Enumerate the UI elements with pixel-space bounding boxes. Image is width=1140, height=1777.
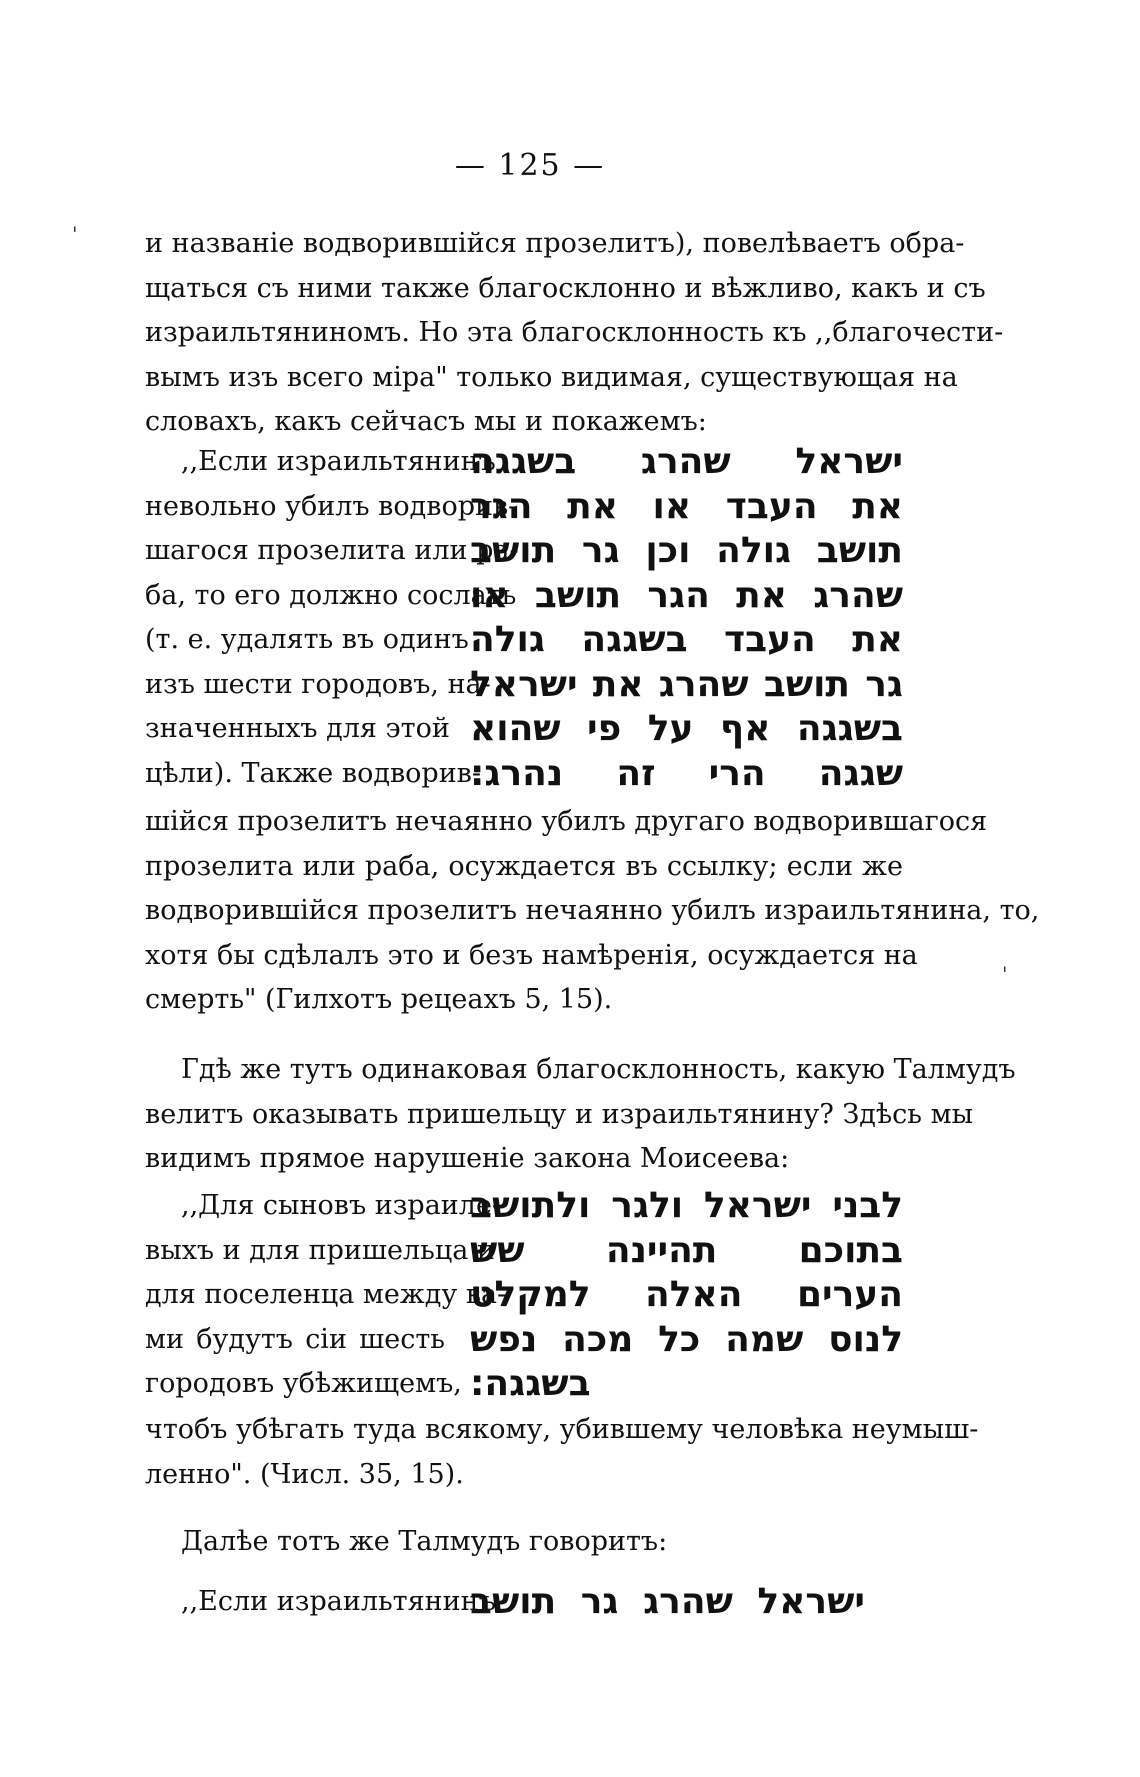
paragraph-2 — [145, 800, 1040, 1023]
hebrew-line: לנוס שמה כל מכה נפש — [470, 1318, 903, 1360]
hebrew-line: את העבד או את הגר — [470, 485, 903, 527]
text-line: ,,Если израильтянинъ — [181, 1586, 496, 1617]
text-line: щаться съ ними также благосклонно и вѣжливо, какъ и съ — [145, 272, 986, 304]
text-line: ,,Если израильтянинъ — [181, 446, 496, 477]
text-line: шагося прозелита или ра- — [145, 535, 519, 566]
quote-1-russian — [145, 440, 519, 796]
text-line: смерть" (Гилхотъ рецеахъ 5, 15). — [145, 984, 613, 1015]
stray-mark: ' — [72, 222, 78, 246]
paragraph-1 — [145, 222, 1004, 445]
quote-2-hebrew — [470, 1184, 903, 1407]
text-line: Далѣе тотъ же Талмудъ говоритъ: — [181, 1526, 668, 1557]
hebrew-line: בתוכם תהיינה שש — [470, 1229, 903, 1271]
text-line: городовъ убѣжищемъ, — [145, 1368, 462, 1399]
text-line: ба, то его должно сослать — [145, 579, 517, 611]
text-line: вымъ изъ всего міра" только видимая, существующая на — [145, 361, 958, 393]
text-line: для поселенца между ва- — [145, 1279, 507, 1310]
text-line: изъ шести городовъ, на- — [145, 668, 491, 700]
quote-3-russian — [145, 1580, 496, 1625]
text-line: израильтяниномъ. Но эта благосклонность къ ,,благочести- — [145, 317, 1004, 348]
text-line: чтобъ убѣгать туда всякому, убившему человѣка неумыш- — [145, 1414, 979, 1445]
hebrew-line: שהרג את הגר תושב או — [470, 574, 903, 616]
text-line: словахъ, какъ сейчасъ мы и покажемъ: — [145, 406, 707, 437]
text-line: шійся прозелитъ нечаянно убилъ другаго водворившагося — [145, 806, 988, 837]
quote-2-russian — [145, 1184, 507, 1407]
text-line: (т. е. удалять въ одинъ — [145, 624, 469, 655]
text-line: водворившійся прозелитъ нечаянно убилъ израильтянина, то, — [145, 895, 1040, 926]
text-line: ,,Для сыновъ израиле- — [181, 1190, 502, 1221]
quote-1-hebrew — [470, 440, 903, 796]
text-line: прозелита или раба, осуждается въ ссылку; если же — [145, 850, 903, 882]
text-line: невольно убилъ водворив- — [145, 490, 518, 522]
hebrew-line: ישראל שהרג גר תושב — [470, 1581, 865, 1622]
text-line: значенныхъ для этой — [145, 713, 450, 744]
quote-2 — [145, 1184, 903, 1409]
hebrew-line: ישראל שהרג בשגגה — [470, 441, 903, 482]
hebrew-line: את העבד בשגגה גולה — [470, 619, 903, 660]
paragraph-3 — [145, 1048, 1016, 1182]
text-line: видимъ прямое нарушеніе закона Моисеева: — [145, 1143, 790, 1174]
quote-1 — [145, 440, 903, 800]
hebrew-line: בשגגה אף על פי שהוא — [470, 708, 903, 749]
text-line: ми будутъ сіи шесть — [145, 1323, 445, 1355]
text-line: хотя бы сдѣлалъ это и безъ намѣренія, осуждается на — [145, 939, 918, 971]
text-line: и названіе водворившійся прозелитъ), повелѣваетъ обра- — [145, 228, 965, 259]
stray-mark: ' — [1002, 962, 1008, 986]
hebrew-line: תושב גולה וכן גר תושב — [470, 530, 903, 571]
hebrew-line: בשגגה: — [470, 1363, 591, 1404]
hebrew-line: שגגה הרי זה נהרג: — [470, 752, 903, 794]
quote-3 — [145, 1580, 903, 1630]
hebrew-line: גר תושב שהרג את ישראל — [470, 663, 903, 705]
paragraph-5 — [145, 1520, 903, 1565]
page-number: — 125 — — [454, 148, 606, 183]
quote-3-hebrew — [470, 1580, 865, 1625]
text-line: цѣли). Также водворив- — [145, 757, 482, 789]
paragraph-4 — [145, 1408, 979, 1497]
text-line: выхъ и для пришельца и — [145, 1234, 495, 1266]
text-line: Гдѣ же тутъ одинаковая благосклонность, какую Талмудъ — [181, 1054, 1016, 1085]
hebrew-line: הערים האלה למקלט — [470, 1274, 903, 1315]
text-line: велитъ оказывать пришельцу и израильтянину? Здѣсь мы — [145, 1098, 974, 1130]
hebrew-line: לבני ישראל ולגר ולתושב — [470, 1185, 903, 1226]
text-line: ленно". (Числ. 35, 15). — [145, 1458, 464, 1490]
